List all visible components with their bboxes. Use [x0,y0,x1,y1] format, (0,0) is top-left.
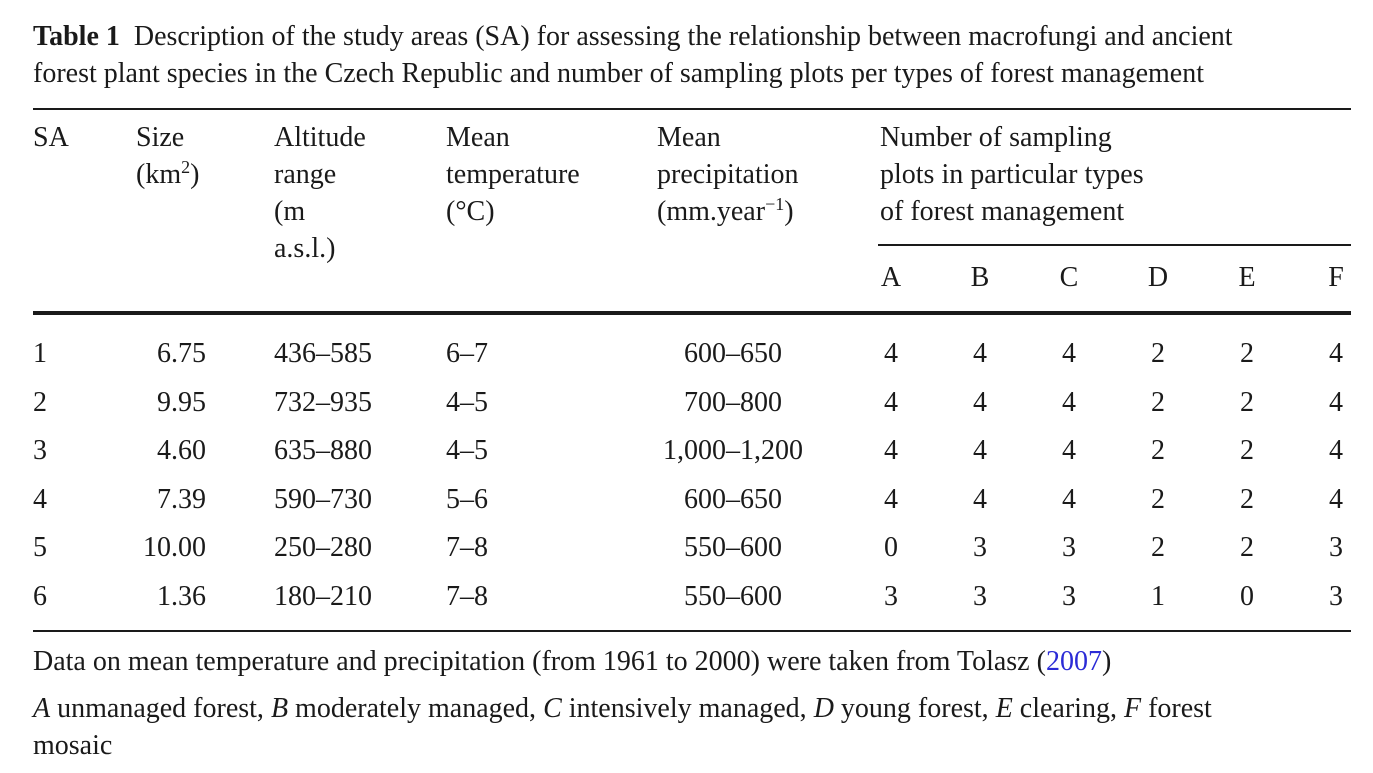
cell-sa: 5 [33,532,47,563]
cell-size: 10.00 [143,532,206,563]
cell-plot-count: 4 [884,338,898,369]
cell-plot-count: 3 [1329,581,1343,612]
cell-plot-count: 4 [884,484,898,515]
cell-plot-count: 3 [1062,581,1076,612]
legend-key-f: F [1123,693,1142,724]
cell-precipitation: 600–650 [684,484,782,515]
cell-precipitation: 600–650 [684,338,782,369]
cell-plot-count: 4 [1329,435,1343,466]
cell-temperature: 6–7 [446,338,488,369]
cell-altitude: 180–210 [274,581,372,612]
header-precipitation-close: ) [784,196,794,227]
cell-plot-count: 4 [1329,484,1343,515]
cell-plot-count: 4 [1062,387,1076,418]
cell-plot-count: 4 [1329,387,1343,418]
footnote-legend-line2: mosaic [33,730,113,761]
header-size-close: ) [190,159,200,190]
legend-key-e: E [995,693,1013,724]
cell-precipitation: 700–800 [684,387,782,418]
cell-temperature: 7–8 [446,532,488,563]
legend-text-e: clearing, [1012,693,1124,724]
cell-plot-count: 4 [1062,435,1076,466]
header-size-sup: 2 [181,157,191,178]
cell-plot-count: 1 [1151,581,1165,612]
header-altitude-line2: range [274,159,337,190]
cell-plot-count: 2 [1151,484,1165,515]
cell-altitude: 635–880 [274,435,372,466]
caption-text-1: Description of the study areas (SA) for assessing the relationship between macrofungi and ancient [133,21,1233,52]
header-size-unit: (km [136,159,182,190]
legend-text-d: young forest, [833,693,996,724]
legend-text-b: moderately managed, [288,693,544,724]
cell-precipitation: 550–600 [684,532,782,563]
cell-temperature: 5–6 [446,484,488,515]
cell-sa: 6 [33,581,47,612]
header-temperature-line3: (°C) [446,196,495,227]
header-altitude [274,119,366,267]
header-precipitation-line3 [657,193,799,230]
cell-plot-count: 0 [1240,581,1254,612]
legend-text-c: intensively managed, [561,693,814,724]
header-bottom-rule [33,311,1351,315]
footnote-source [33,643,1353,680]
footnote-legend [33,690,1353,764]
table-label: Table 1 [33,21,120,52]
cell-plot-count: 2 [1151,338,1165,369]
cell-sa: 2 [33,387,47,418]
cell-plot-count: 4 [973,338,987,369]
cell-plot-count: 3 [973,581,987,612]
cell-altitude: 732–935 [274,387,372,418]
cell-sa: 4 [33,484,47,515]
header-altitude-line3: (m [274,196,306,227]
header-plots [880,119,1144,230]
cell-plot-count: 2 [1240,338,1254,369]
cell-size: 1.36 [157,581,206,612]
cell-altitude: 590–730 [274,484,372,515]
cell-temperature: 7–8 [446,581,488,612]
legend-text-a: unmanaged forest, [50,693,271,724]
cell-plot-count: 2 [1151,532,1165,563]
header-precipitation-line2: precipitation [657,159,799,190]
header-sa: SA [33,122,69,153]
header-plots-line2: plots in particular types [880,159,1144,190]
header-precipitation-unit: (mm.year [657,196,766,227]
header-type-b: B [970,262,990,293]
header-precipitation [657,119,799,230]
legend-text-f: forest [1141,693,1212,724]
cell-plot-count: 2 [1151,387,1165,418]
cell-size: 4.60 [157,435,206,466]
cell-temperature: 4–5 [446,435,488,466]
footnote-legend-line1 [33,690,1353,727]
cell-plot-count: 4 [1329,338,1343,369]
cell-plot-count: 4 [1062,338,1076,369]
table-caption [33,18,1353,92]
header-type-a: A [880,262,902,293]
header-altitude-line1: Altitude [274,122,366,153]
cell-altitude: 436–585 [274,338,372,369]
header-size [136,119,199,193]
header-size-line2 [136,156,199,193]
cell-plot-count: 4 [884,387,898,418]
legend-key-b: B [270,693,289,724]
cell-temperature: 4–5 [446,387,488,418]
cell-plot-count: 2 [1151,435,1165,466]
cell-plot-count: 2 [1240,484,1254,515]
header-type-d: D [1147,262,1169,293]
cell-altitude: 250–280 [274,532,372,563]
cell-sa: 3 [33,435,47,466]
cell-plot-count: 2 [1240,435,1254,466]
cell-plot-count: 4 [1062,484,1076,515]
cell-precipitation: 550–600 [684,581,782,612]
caption-line-2: forest plant species in the Czech Republic and number of sampling plots per types of forest management [33,58,1205,89]
cell-size: 6.75 [157,338,206,369]
header-temperature-line1: Mean [446,122,510,153]
header-type-e: E [1238,262,1256,293]
header-type-f: F [1328,262,1344,293]
cell-plot-count: 4 [973,435,987,466]
cell-size: 9.95 [157,387,206,418]
top-rule [33,108,1351,110]
cell-plot-count: 4 [973,387,987,418]
header-temperature-line2: temperature [446,159,580,190]
legend-key-a: A [33,693,51,724]
cell-plot-count: 4 [884,435,898,466]
cell-plot-count: 3 [1329,532,1343,563]
header-precipitation-sup: −1 [765,194,785,215]
cell-plot-count: 2 [1240,532,1254,563]
cell-plot-count: 4 [973,484,987,515]
cell-plot-count: 3 [884,581,898,612]
cell-plot-count: 3 [1062,532,1076,563]
header-plots-line3: of forest management [880,196,1125,227]
footnote-source-text: Data on mean temperature and precipitation (from 1961 to 2000) were taken from Tolasz ( [33,646,1046,677]
legend-key-d: D [813,693,834,724]
bottom-rule [33,630,1351,632]
cell-plot-count: 3 [973,532,987,563]
header-size-line1: Size [136,122,185,153]
caption-line-1 [33,18,1353,55]
legend-key-c: C [543,693,562,724]
cell-plot-count: 2 [1240,387,1254,418]
header-precipitation-line1: Mean [657,122,721,153]
cell-size: 7.39 [157,484,206,515]
header-altitude-line4: a.s.l.) [274,233,336,264]
header-plots-line1: Number of sampling [880,122,1112,153]
header-temperature [446,119,580,230]
cell-precipitation: 1,000–1,200 [663,435,803,466]
header-type-c: C [1059,262,1079,293]
cell-plot-count: 0 [884,532,898,563]
plots-subrule [878,244,1351,246]
cell-sa: 1 [33,338,47,369]
citation-link[interactable]: 2007 [1045,646,1102,677]
footnote-source-close: ) [1101,646,1112,677]
